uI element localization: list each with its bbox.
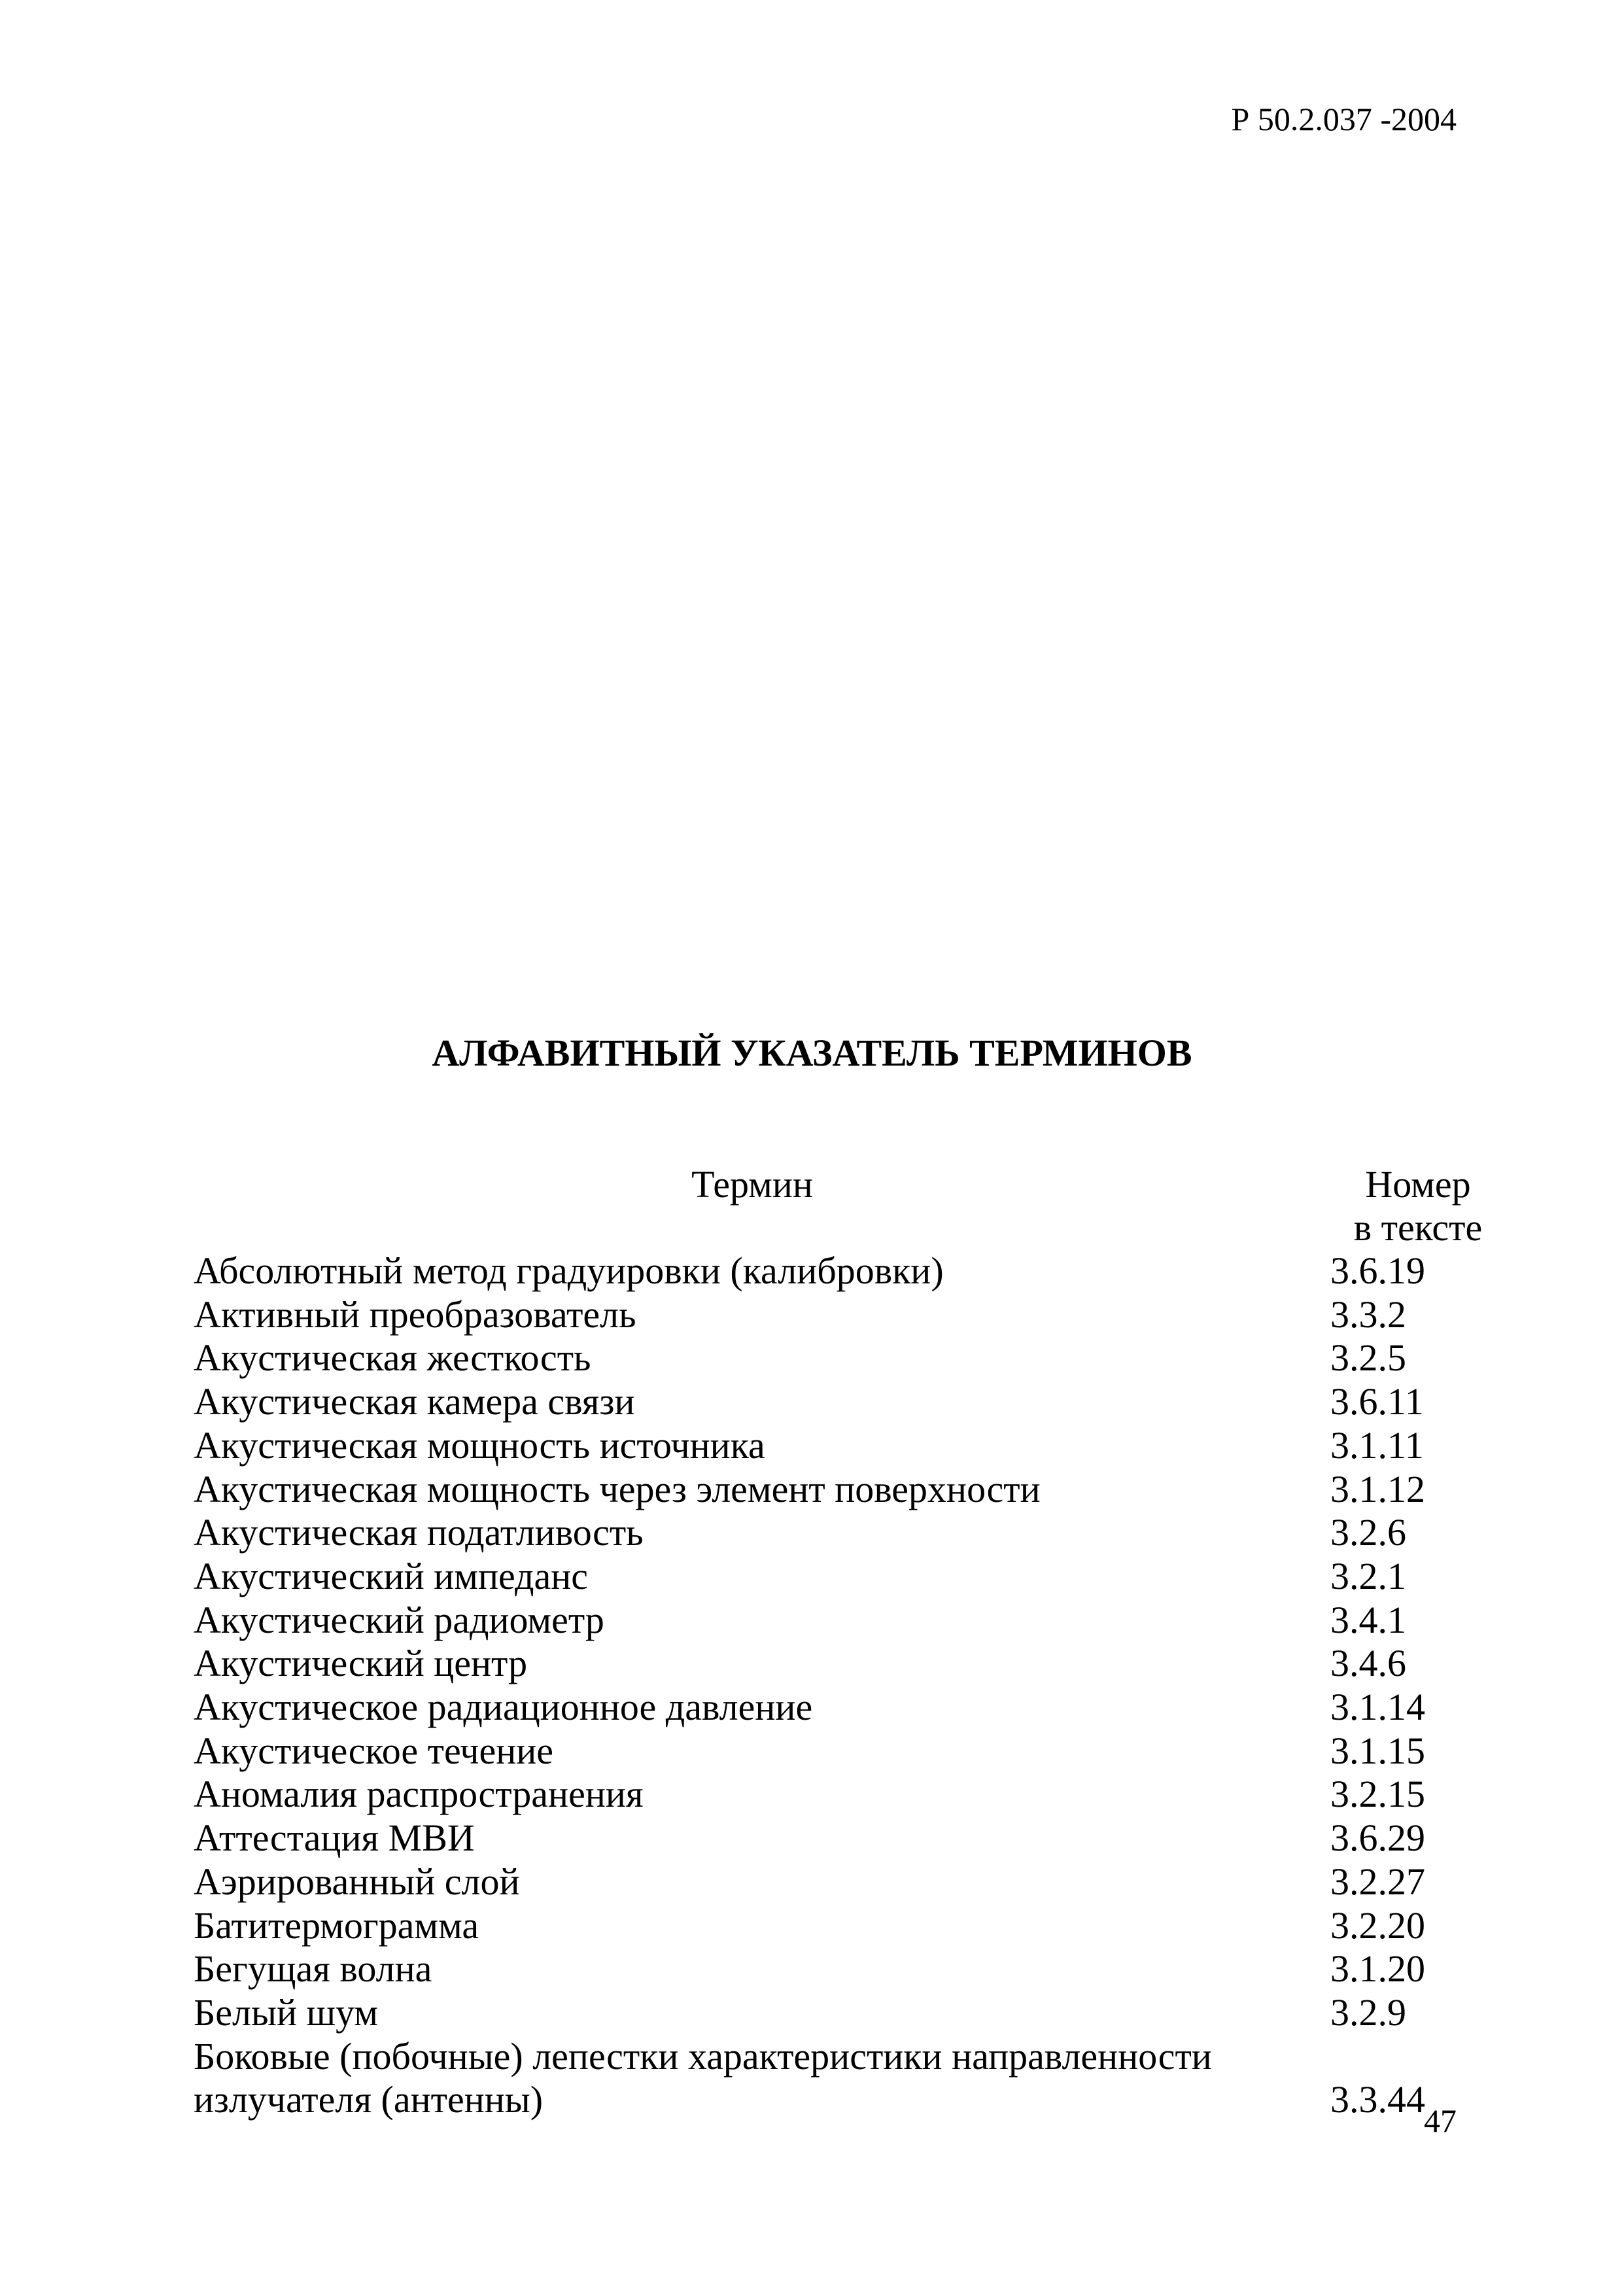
document-code: Р 50.2.037 -2004 [1231, 101, 1457, 137]
index-entry [194, 1947, 1502, 1991]
page-number: 47 [1424, 2102, 1457, 2139]
index-entry [194, 1991, 1502, 2035]
index-entry [194, 1860, 1502, 1904]
index-term: Бегущая волна [194, 1947, 432, 1991]
index-number: 3.4.1 [1330, 1598, 1406, 1641]
index-number: 3.1.11 [1330, 1423, 1424, 1467]
index-number: 3.1.15 [1330, 1729, 1425, 1772]
index-term: Акустическая мощность через элемент поверхности [194, 1467, 1041, 1510]
index-number: 3.1.14 [1330, 1686, 1425, 1729]
index-number: 3.2.9 [1330, 1991, 1406, 2034]
index-entry [194, 1730, 1502, 1773]
index-number: 3.6.19 [1330, 1249, 1425, 1292]
index-term: Активный преобразователь [194, 1293, 636, 1336]
index-number: 3.2.6 [1330, 1511, 1406, 1554]
index-entry [194, 1468, 1502, 1512]
term-index-list [194, 1249, 1502, 2122]
index-number: 3.2.15 [1330, 1773, 1425, 1816]
index-term: Акустическая жесткость [194, 1336, 591, 1380]
column-header-number-line2: в тексте [1353, 1206, 1483, 1249]
index-entry [194, 2035, 1502, 2122]
index-term: Аттестация МВИ [194, 1817, 475, 1860]
index-term: Акустическое радиационное давление [194, 1686, 813, 1729]
index-term: Акустический центр [194, 1642, 528, 1685]
index-entry [194, 1293, 1502, 1337]
index-term: Аэрированный слой [194, 1860, 520, 1903]
index-number: 3.3.2 [1330, 1293, 1406, 1336]
index-term: Акустический импеданс [194, 1554, 589, 1597]
index-term: Акустическая податливость [194, 1511, 644, 1554]
index-number: 3.6.29 [1330, 1817, 1425, 1860]
index-entry [194, 1249, 1502, 1293]
index-term: Аномалия распространения [194, 1773, 644, 1816]
index-term: Абсолютный метод градуировки (калибровки) [194, 1249, 944, 1292]
index-title: АЛФАВИТНЫЙ УКАЗАТЕЛЬ ТЕРМИНОВ [432, 1032, 1192, 1074]
index-number: 3.2.5 [1330, 1336, 1406, 1380]
index-entry [194, 1336, 1502, 1380]
index-term: Боковые (побочные) лепестки характеристики направленности излучателя (антенны) [194, 2034, 1212, 2121]
index-entry [194, 1904, 1502, 1948]
index-entry [194, 1817, 1502, 1860]
index-entry [194, 1686, 1502, 1730]
index-number: 3.2.20 [1330, 1904, 1425, 1947]
index-number: 3.4.6 [1330, 1642, 1406, 1685]
index-term: Акустическая камера связи [194, 1380, 635, 1423]
index-number: 3.3.44 [1330, 2078, 1425, 2121]
index-entry [194, 1555, 1502, 1599]
index-number: 3.2.1 [1330, 1554, 1406, 1597]
index-entry [194, 1642, 1502, 1686]
index-entry [194, 1773, 1502, 1817]
index-entry [194, 1380, 1502, 1424]
index-number: 3.1.12 [1330, 1467, 1425, 1510]
index-number: 3.6.11 [1330, 1380, 1424, 1423]
column-header-term: Термин [691, 1163, 813, 1206]
index-number: 3.2.27 [1330, 1860, 1425, 1903]
index-term: Акустический радиометр [194, 1598, 604, 1641]
index-term: Акустическая мощность источника [194, 1423, 765, 1467]
index-number: 3.1.20 [1330, 1947, 1425, 1991]
index-entry [194, 1599, 1502, 1643]
index-entry [194, 1511, 1502, 1555]
index-term: Белый шум [194, 1991, 379, 2034]
column-header-number-line1: Номер [1365, 1163, 1471, 1206]
index-term: Акустическое течение [194, 1729, 554, 1772]
index-term: Батитермограмма [194, 1904, 479, 1947]
column-header-number [1333, 1163, 1503, 1249]
index-entry [194, 1424, 1502, 1468]
